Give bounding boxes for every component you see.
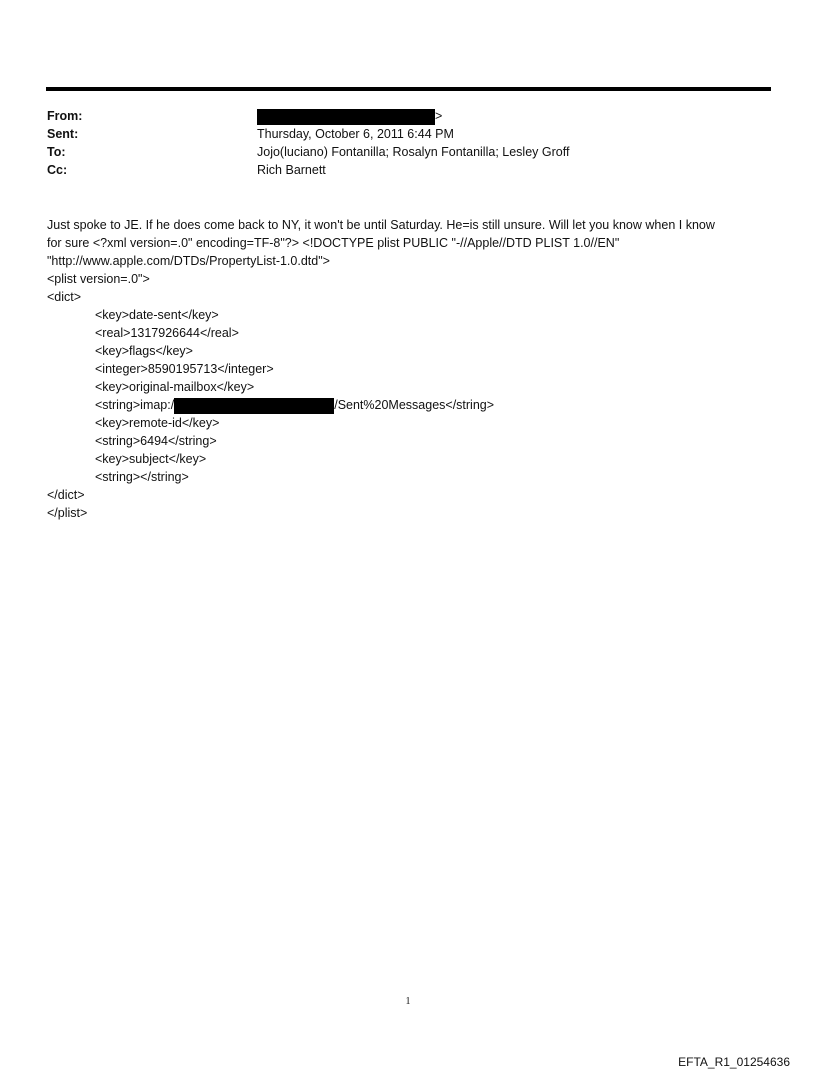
body-line: <string></string> xyxy=(95,470,189,484)
body-line: "http://www.apple.com/DTDs/PropertyList-1.0.dtd"> xyxy=(47,254,330,268)
page-number: 1 xyxy=(405,996,411,1007)
mailbox-suffix: /Sent%20Messages</string> xyxy=(334,398,495,412)
body-line: <integer>8590195713</integer> xyxy=(95,362,274,376)
document-id: EFTA_R1_01254636 xyxy=(678,1055,790,1069)
body-line: <key>remote-id</key> xyxy=(95,416,220,430)
from-label: From: xyxy=(47,109,83,123)
body-line: <key>date-sent</key> xyxy=(95,308,219,322)
body-line-mailbox xyxy=(47,396,777,414)
to-value: Jojo(luciano) Fontanilla; Rosalyn Fontanilla; Lesley Groff xyxy=(257,145,570,159)
body-line: </dict> xyxy=(47,488,85,502)
redaction-box xyxy=(257,109,435,125)
from-value xyxy=(257,107,442,125)
to-label: To: xyxy=(47,145,66,159)
body-line: <plist version=.0"> xyxy=(47,272,150,286)
body-line: </plist> xyxy=(47,506,88,520)
header-rule xyxy=(46,87,771,91)
body-line: for sure <?xml version=.0" encoding=TF-8"?> <!DOCTYPE plist PUBLIC "-//Apple//DTD PLIST 1.0//EN" xyxy=(47,236,620,250)
body-line: <string>6494</string> xyxy=(95,434,217,448)
body-line: <key>flags</key> xyxy=(95,344,193,358)
body-line: <real>1317926644</real> xyxy=(95,326,239,340)
cc-value: Rich Barnett xyxy=(257,163,326,177)
sent-value: Thursday, October 6, 2011 6:44 PM xyxy=(257,127,454,141)
body-line: <dict> xyxy=(47,290,82,304)
redaction-box xyxy=(174,398,334,414)
cc-label: Cc: xyxy=(47,163,68,177)
message-body xyxy=(47,216,777,522)
mailbox-prefix: <string>imap:/ xyxy=(95,398,175,412)
sent-label: Sent: xyxy=(47,127,79,141)
body-line: <key>original-mailbox</key> xyxy=(95,380,255,394)
body-line: Just spoke to JE. If he does come back to NY, it won't be until Saturday. He=is still unsure. Will let you know when I know xyxy=(47,218,715,232)
body-line: <key>subject</key> xyxy=(95,452,207,466)
from-suffix: > xyxy=(435,109,443,123)
